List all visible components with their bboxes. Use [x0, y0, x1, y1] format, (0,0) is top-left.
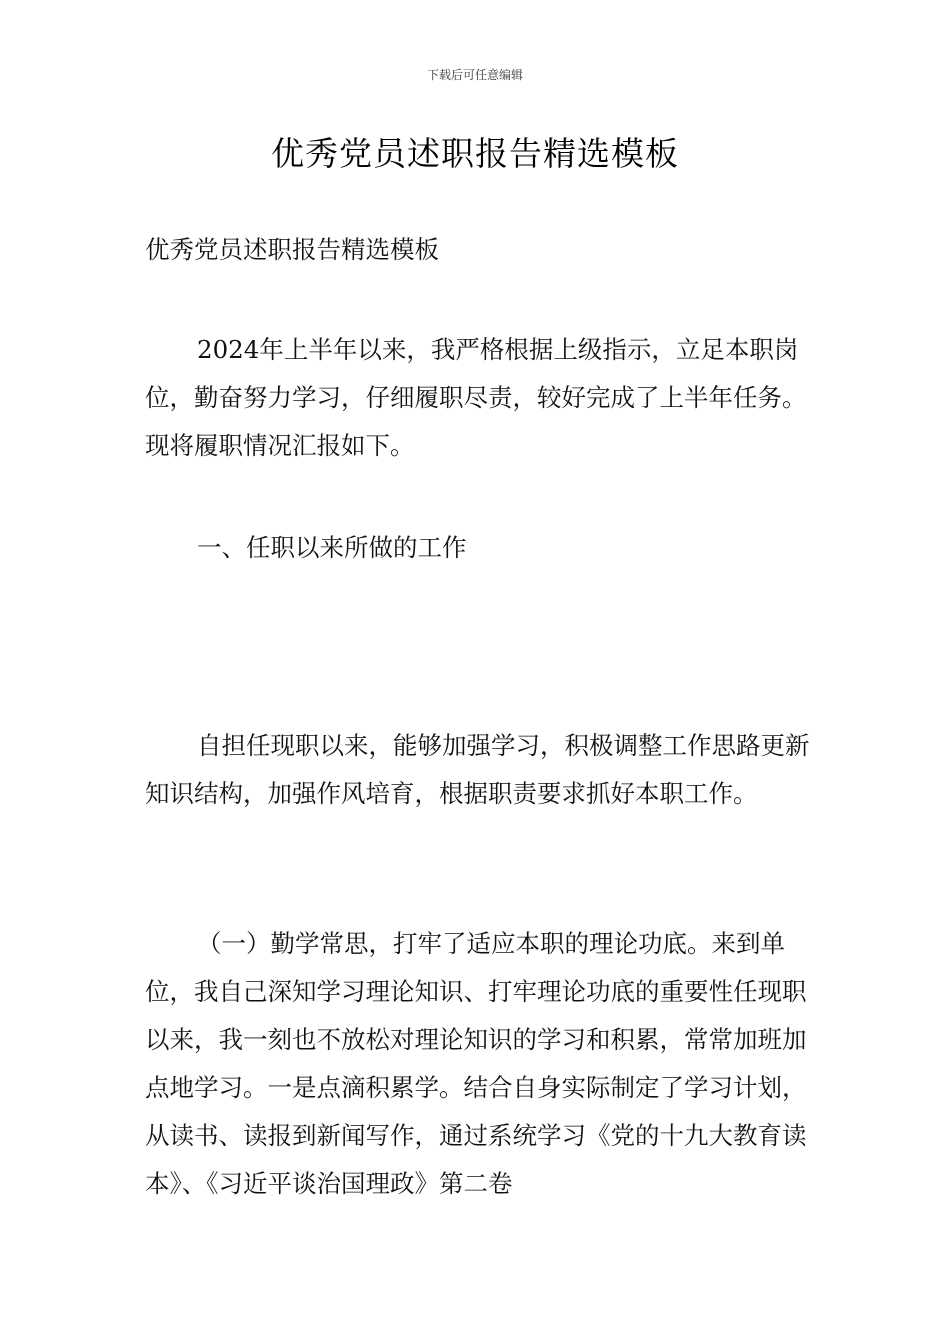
document-title: 优秀党员述职报告精选模板: [271, 134, 679, 173]
section-heading-1: 一、任职以来所做的工作: [197, 533, 467, 562]
subtitle-paragraph: 优秀党员述职报告精选模板: [145, 235, 439, 264]
header-note: 下载后可任意编辑: [426, 68, 523, 82]
body-paragraph-2: （一）勤学常思，打牢了适应本职的理论功底。来到单位，我自己深知学习理论知识、打牢理论功底的重要性任现职以来，我一刻也不放松对理论知识的学习和积累，常常加班加点地学习。一是点滴积累学。结合自身实际制定了学习计划，从读书、读报到新闻写作，通过系统学习《党的十九大教育读本》、《习近平谈治国理政》第二卷: [145, 929, 807, 1198]
intro-paragraph: 2024年上半年以来，我严格根据上级指示，立足本职岗位，勤奋努力学习，仔细履职尽责，较好完成了上半年任务。现将履职情况汇报如下。: [145, 335, 807, 460]
body-paragraph-1: 自担任现职以来，能够加强学习，积极调整工作思路更新知识结构，加强作风培育，根据职责要求抓好本职工作。: [145, 731, 810, 808]
